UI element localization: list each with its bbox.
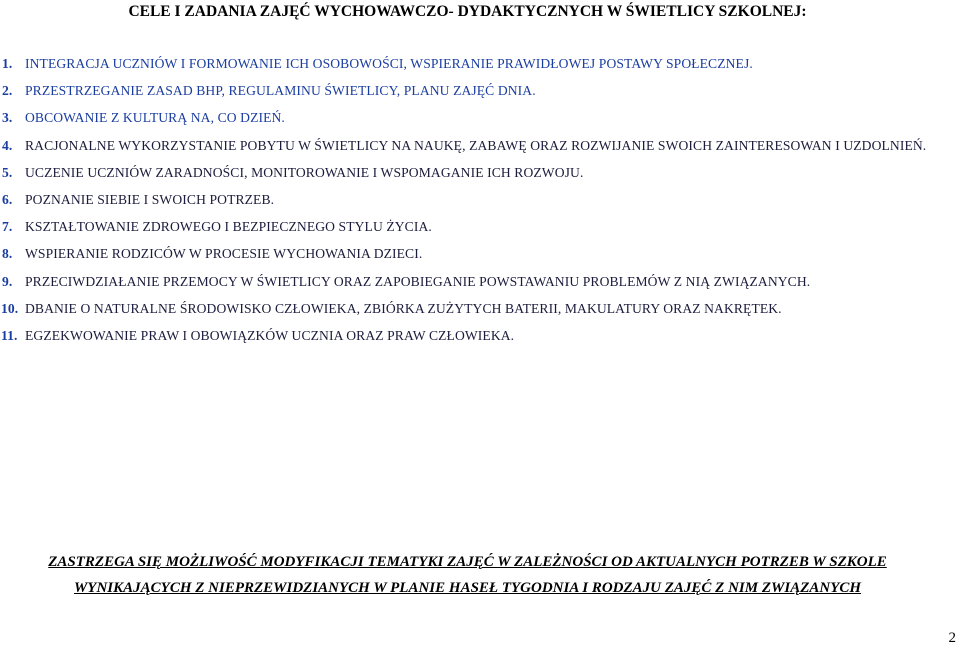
list-item-number: 7. xyxy=(2,219,13,235)
list-item-number: 10. xyxy=(1,300,19,316)
list-item xyxy=(0,132,958,159)
list-item-number: 3. xyxy=(2,110,13,126)
list-item-text: PRZECIWDZIAŁANIE PRZEMOCY W ŚWIETLICY ORAZ ZAPOBIEGANIE POWSTAWANIU PROBLEMÓW Z NIĄ ZWIĄZANYCH. xyxy=(25,273,811,289)
list-item-number: 5. xyxy=(2,164,13,180)
list-item xyxy=(0,240,958,267)
list-item xyxy=(0,104,958,131)
list-item-text: OBCOWANIE Z KULTURĄ NA, CO DZIEŃ. xyxy=(25,110,285,126)
list-item-text: KSZTAŁTOWANIE ZDROWEGO I BEZPIECZNEGO STYLU ŻYCIA. xyxy=(25,219,432,235)
list-item-number: 1. xyxy=(2,56,13,71)
list-item xyxy=(0,268,958,295)
footer-note-line-1: ZASTRZEGA SIĘ MOŻLIWOŚĆ MODYFIKACJI TEMATYKI ZAJĘĆ W ZALEŻNOŚCI OD AKTUALNYCH POTRZEB W SZKOLE xyxy=(48,554,887,570)
page-number: 2 xyxy=(948,630,956,646)
list-item-number: 9. xyxy=(2,273,13,289)
list-item-text: POZNANIE SIEBIE I SWOICH POTRZEB. xyxy=(25,192,275,208)
list-item-text: DBANIE O NATURALNE ŚRODOWISKO CZŁOWIEKA, ZBIÓRKA ZUŻYTYCH BATERII, MAKULATURY ORAZ NAKRĘTEK. xyxy=(25,300,782,316)
page-title: CELE I ZADANIA ZAJĘĆ WYCHOWAWCZO- DYDAKTYCZNYCH W ŚWIETLICY SZKOLNEJ: xyxy=(128,3,807,20)
list-item-number: 6. xyxy=(2,192,13,208)
footer-note xyxy=(0,549,935,601)
list-item-number: 8. xyxy=(2,246,13,262)
list-item xyxy=(0,295,958,322)
list-item-text: EGZEKWOWANIE PRAW I OBOWIĄZKÓW UCZNIA ORAZ PRAW CZŁOWIEKA. xyxy=(25,328,515,344)
list-item-text: WSPIERANIE RODZICÓW W PROCESIE WYCHOWANIA DZIECI. xyxy=(25,246,423,262)
list-item-text: PRZESTRZEGANIE ZASAD BHP, REGULAMINU ŚWIETLICY, PLANU ZAJĘĆ DNIA. xyxy=(25,83,536,99)
list-item xyxy=(0,322,958,349)
list-item xyxy=(0,213,958,240)
list-item xyxy=(0,50,958,77)
list-item-number: 11. xyxy=(1,328,18,344)
list-item-text: UCZENIE UCZNIÓW ZARADNOŚCI, MONITOROWANIE I WSPOMAGANIE ICH ROZWOJU. xyxy=(25,164,584,180)
list-item-text: RACJONALNE WYKORZYSTANIE POBYTU W ŚWIETLICY NA NAUKĘ, ZABAWĘ ORAZ ROZWIJANIE SWOICH ZAINTERESOWAN I UZDOLNIEŃ. xyxy=(25,137,927,153)
list-item-text: INTEGRACJA UCZNIÓW I FORMOWANIE ICH OSOBOWOŚCI, WSPIERANIE PRAWIDŁOWEJ POSTAWY SPOŁECZNEJ. xyxy=(25,56,753,71)
list-item-number: 2. xyxy=(2,83,13,99)
list-item xyxy=(0,159,958,186)
list-item xyxy=(0,186,958,213)
goals-list xyxy=(0,50,960,349)
list-item xyxy=(0,77,958,104)
footer-note-line-2: WYNIKAJĄCYCH Z NIEPRZEWIDZIANYCH W PLANIE HASEŁ TYGODNIA I RODZAJU ZAJĘĆ Z NIM ZWIĄZANYCH xyxy=(73,580,862,596)
list-item-number: 4. xyxy=(2,137,13,153)
